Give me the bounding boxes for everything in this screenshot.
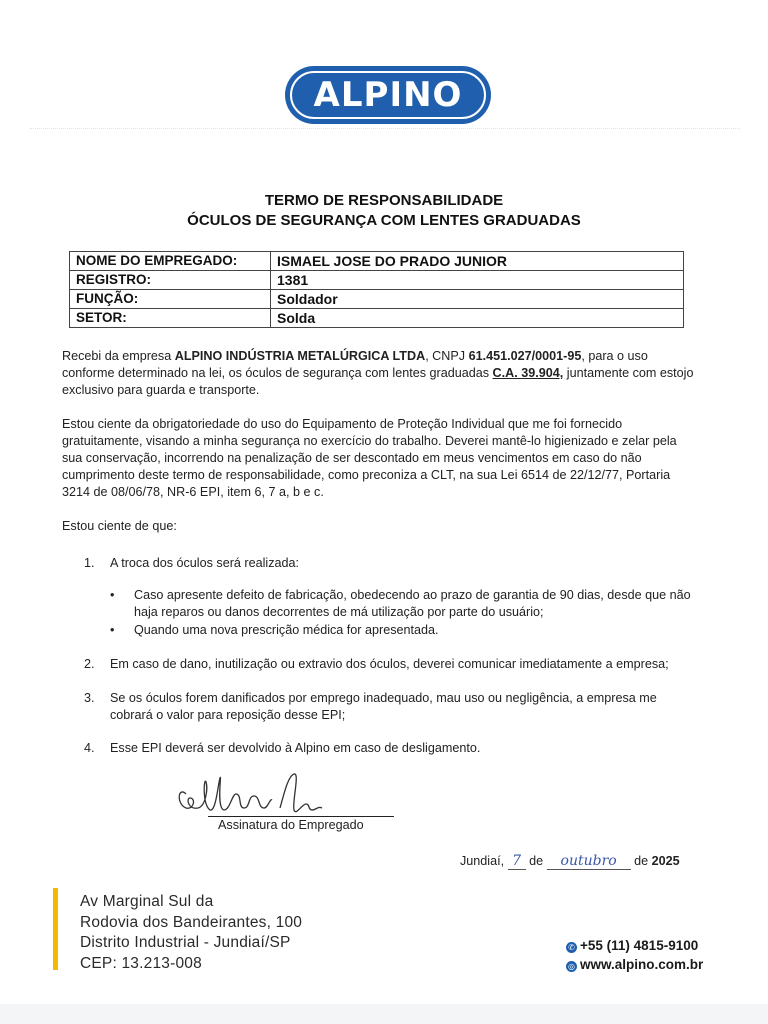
list-item xyxy=(84,690,696,724)
globe-icon: ◎ xyxy=(566,961,577,972)
item-number: 1. xyxy=(84,556,95,570)
logo-text: ALPINO xyxy=(290,71,486,119)
date-separator: de xyxy=(634,854,649,868)
employee-signature xyxy=(172,764,332,824)
date-separator: de xyxy=(529,854,544,868)
registration-value: 1381 xyxy=(271,271,684,290)
signature-line xyxy=(208,816,394,817)
bullet-symbol: • xyxy=(110,588,115,602)
item-text: Se os óculos forem danificados por emprego inadequado, mau uso ou negligência, a empresa me cobrará o valor para reposição desse EPI; xyxy=(110,691,657,722)
receipt-text: , para o uso conforme determinado na lei, os óculos de segurança com lentes graduadas xyxy=(62,349,648,380)
page-bottom-edge xyxy=(0,1004,768,1024)
list-item xyxy=(84,656,696,673)
signature-date xyxy=(460,853,680,870)
function-value: Soldador xyxy=(271,290,684,309)
table-row xyxy=(70,271,684,290)
sector-value: Solda xyxy=(271,309,684,328)
list-item xyxy=(84,740,696,757)
signature-label: Assinatura do Empregado xyxy=(218,818,364,832)
obligation-paragraph: Estou ciente da obrigatoriedade do uso do Equipamento de Proteção Individual que me foi fornecido gratuitamente, visando a minha segurança no exercício do trabalho. Deverei mantê-lo higienizado e zelar pela sua conservação, incorrendo na penalização de ser descontado em meus vencimentos em caso do não cumprimento deste termo de responsabilidade, como preconiza a CLT, na sua Lei 6514 de 22/12/77, Portaria 3214 de 08/06/78, NR-6 EPI, item 6, 7 a, b e c. xyxy=(62,417,677,499)
receipt-text: juntamente com estojo exclusivo para guarda e transporte. xyxy=(62,366,694,397)
company-contact xyxy=(566,936,703,974)
item-text: A troca dos óculos será realizada: xyxy=(110,556,300,570)
item-text: Esse EPI deverá ser devolvido à Alpino em caso de desligamento. xyxy=(110,741,481,755)
bullet-text: Caso apresente defeito de fabricação, obedecendo ao prazo de garantia de 90 dias, desde que não haja reparos ou danos decorrentes de má utilização por parte do usuário; xyxy=(134,588,691,619)
function-label: FUNÇÃO: xyxy=(70,290,271,309)
employee-name-value: ISMAEL JOSE DO PRADO JUNIOR xyxy=(271,252,684,271)
item-number: 4. xyxy=(84,741,95,755)
website-line xyxy=(566,955,703,974)
table-row xyxy=(70,309,684,328)
registration-label: REGISTRO: xyxy=(70,271,271,290)
employee-info-table xyxy=(69,251,684,328)
employee-name-label: NOME DO EMPREGADO: xyxy=(70,252,271,271)
alpino-logo xyxy=(285,66,491,124)
website-url: www.alpino.com.br xyxy=(580,957,704,972)
bullet-item xyxy=(110,587,700,621)
document-subtitle: ÓCULOS DE SEGURANÇA COM LENTES GRADUADAS xyxy=(187,212,581,229)
address-line: Av Marginal Sul da xyxy=(80,893,214,910)
bullet-symbol: • xyxy=(110,623,115,637)
table-row xyxy=(70,252,684,271)
address-line: CEP: 13.213-008 xyxy=(80,954,202,972)
address-line: Distrito Industrial - Jundiaí/SP xyxy=(80,934,291,951)
ca-number: C.A. 39.904, xyxy=(492,366,564,380)
phone-icon: ✆ xyxy=(566,942,577,953)
awareness-heading: Estou ciente de que: xyxy=(62,519,177,533)
cnpj-number: 61.451.027/0001-95 xyxy=(468,349,582,363)
item-text: Em caso de dano, inutilização ou extravio dos óculos, deverei comunicar imediatamente a empresa; xyxy=(110,657,669,671)
date-year: 2025 xyxy=(651,854,680,868)
receipt-text: Recebi da empresa xyxy=(62,349,175,363)
table-row xyxy=(70,290,684,309)
phone-line xyxy=(566,936,703,955)
receipt-text: , CNPJ xyxy=(425,349,469,363)
date-day: 7 xyxy=(508,853,526,870)
sector-label: SETOR: xyxy=(70,309,271,328)
address-line: Rodovia dos Bandeirantes, 100 xyxy=(80,913,303,931)
bullet-text: Quando uma nova prescrição médica for apresentada. xyxy=(134,623,439,637)
list-item xyxy=(84,555,696,572)
date-month: outubro xyxy=(547,853,631,870)
company-name: ALPINO INDÚSTRIA METALÚRGICA LTDA xyxy=(174,349,426,363)
phone-number: +55 (11) 4815-9100 xyxy=(580,938,699,953)
receipt-paragraph xyxy=(62,348,694,399)
company-address xyxy=(80,892,302,974)
item-number: 2. xyxy=(84,657,95,671)
item-number: 3. xyxy=(84,691,95,705)
header-divider xyxy=(30,128,740,133)
document-title: TERMO DE RESPONSABILIDADE xyxy=(264,192,504,209)
footer-accent-bar xyxy=(53,888,58,970)
date-city: Jundiaí, xyxy=(460,854,505,868)
bullet-item xyxy=(110,622,700,639)
